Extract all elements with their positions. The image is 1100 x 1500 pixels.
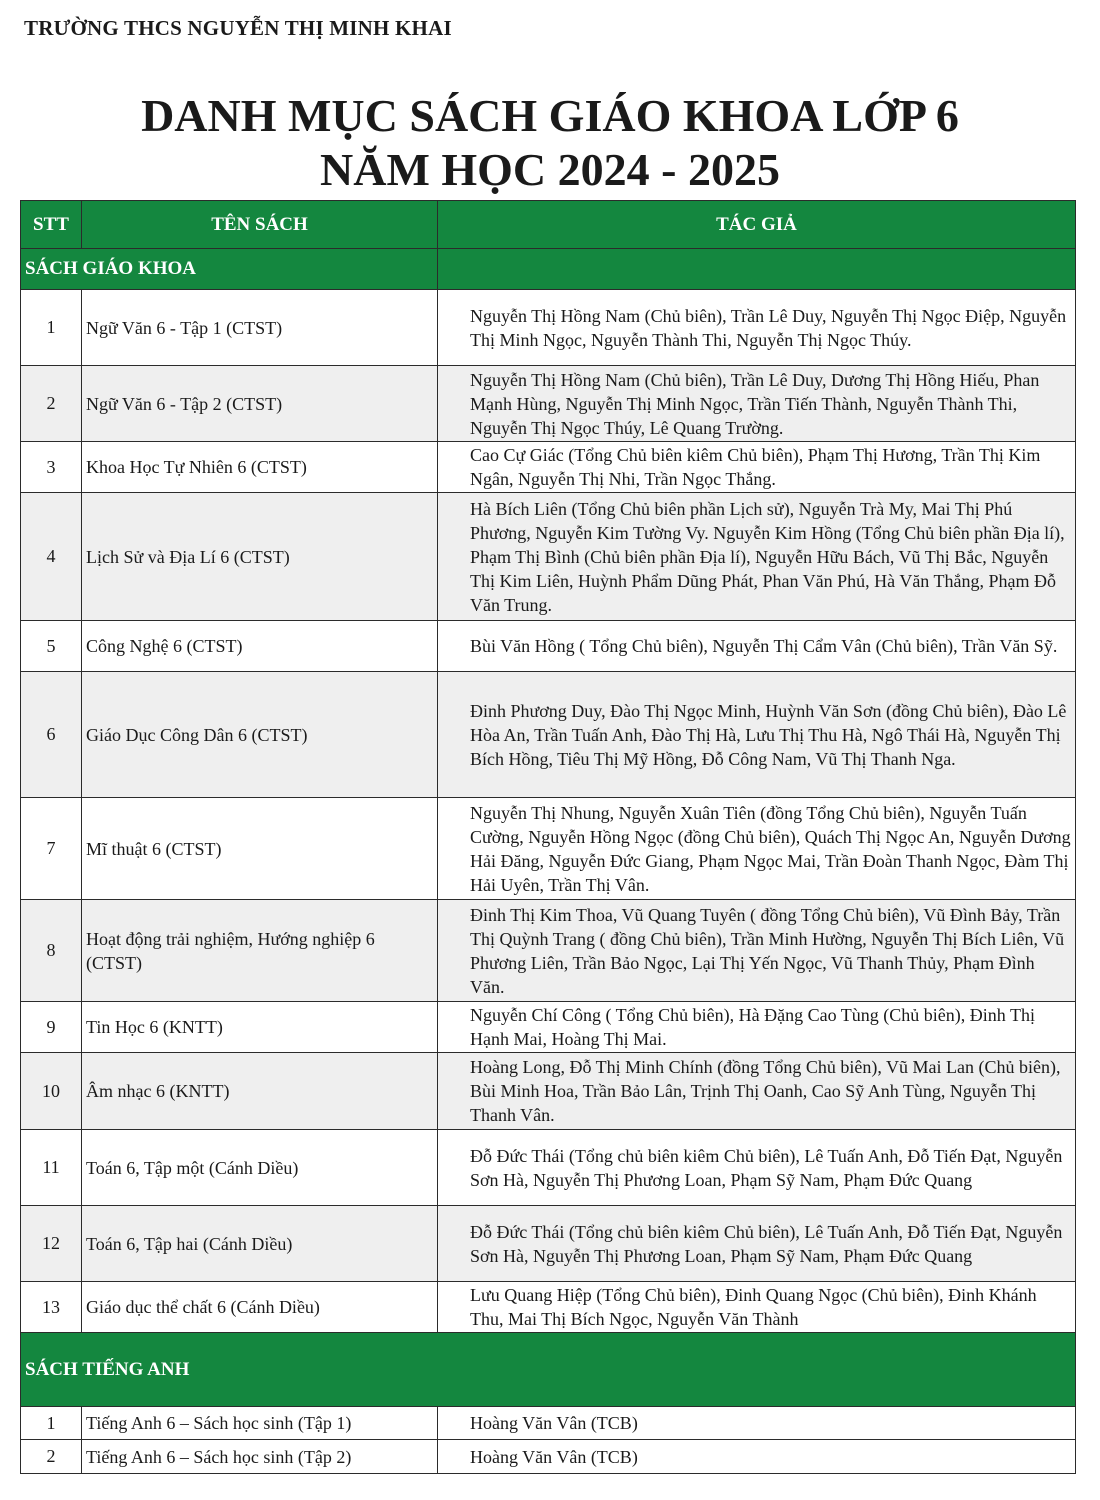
row-stt: 3 (21, 442, 82, 493)
row-stt: 11 (21, 1130, 82, 1206)
table-row (21, 621, 1076, 672)
table-row (21, 366, 1076, 442)
row-book-name: Toán 6, Tập hai (Cánh Diều) (82, 1206, 438, 1282)
row-stt: 2 (21, 1440, 82, 1474)
textbook-table (20, 200, 1076, 1474)
row-stt: 9 (21, 1002, 82, 1053)
row-authors: Đinh Thị Kim Thoa, Vũ Quang Tuyên ( đồng Tổng Chủ biên), Vũ Đình Bảy, Trần Thị Quỳnh Trang ( đồng Chủ biên), Trần Minh Hường, Nguyễn Thị Bích Liên, Vũ Phương Liên, Trần Bảo Ngọc, Lại Thị Yến Ngọc, Vũ Thanh Thủy, Phạm Đình Văn. (438, 900, 1076, 1002)
row-stt: 2 (21, 366, 82, 442)
row-authors: Nguyễn Thị Hồng Nam (Chủ biên), Trần Lê Duy, Dương Thị Hồng Hiếu, Phan Mạnh Hùng, Nguyễn Thị Minh Ngọc, Trần Tiến Thành, Nguyễn Thành Thi, Nguyễn Thị Ngọc Thúy, Lê Quang Trường. (438, 366, 1076, 442)
row-stt: 12 (21, 1206, 82, 1282)
row-book-name: Mĩ thuật 6 (CTST) (82, 798, 438, 900)
row-book-name: Tin Học 6 (KNTT) (82, 1002, 438, 1053)
table-row (21, 1282, 1076, 1333)
row-book-name: Âm nhạc 6 (KNTT) (82, 1053, 438, 1130)
row-book-name: Công Nghệ 6 (CTST) (82, 621, 438, 672)
row-stt: 8 (21, 900, 82, 1002)
table-row (21, 1130, 1076, 1206)
table-row (21, 1206, 1076, 1282)
page-title-line2: NĂM HỌC 2024 - 2025 (320, 144, 780, 195)
section-title-textbooks: SÁCH GIÁO KHOA (21, 249, 438, 290)
section-title-english: SÁCH TIẾNG ANH (21, 1333, 1076, 1407)
table-row (21, 442, 1076, 493)
column-header-stt: STT (21, 201, 82, 249)
row-authors: Cao Cự Giác (Tổng Chủ biên kiêm Chủ biên), Phạm Thị Hương, Trần Thị Kim Ngân, Nguyễn Thị Nhi, Trần Ngọc Thắng. (438, 442, 1076, 493)
column-header-authors: TÁC GIẢ (438, 201, 1076, 249)
row-authors: Bùi Văn Hồng ( Tổng Chủ biên), Nguyễn Thị Cẩm Vân (Chủ biên), Trần Văn Sỹ. (438, 621, 1076, 672)
row-authors: Nguyễn Thị Nhung, Nguyễn Xuân Tiên (đồng Tổng Chủ biên), Nguyễn Tuấn Cường, Nguyễn Hồng Ngọc (đồng Chủ biên), Quách Thị Ngọc An, Nguyễn Dương Hải Đăng, Nguyễn Đức Giang, Phạm Ngọc Mai, Trần Đoàn Thanh Ngọc, Đàm Thị Hải Uyên, Trần Thị Vân. (438, 798, 1076, 900)
row-stt: 4 (21, 493, 82, 621)
page-title-line1: DANH MỤC SÁCH GIÁO KHOA LỚP 6 (141, 90, 959, 141)
section-row-english (21, 1333, 1076, 1407)
row-book-name: Lịch Sử và Địa Lí 6 (CTST) (82, 493, 438, 621)
row-stt: 13 (21, 1282, 82, 1333)
table-header-row (21, 201, 1076, 249)
row-authors: Đỗ Đức Thái (Tổng chủ biên kiêm Chủ biên), Lê Tuấn Anh, Đỗ Tiến Đạt, Nguyễn Sơn Hà, Nguyễn Thị Phương Loan, Phạm Sỹ Nam, Phạm Đức Quang (438, 1206, 1076, 1282)
row-authors: Hà Bích Liên (Tổng Chủ biên phần Lịch sử), Nguyễn Trà My, Mai Thị Phú Phương, Nguyễn Kim Tường Vy. Nguyễn Kim Hồng (Tổng Chủ biên phần Địa lí), Phạm Thị Bình (Chủ biên phần Địa lí), Nguyễn Hữu Bách, Vũ Thị Bắc, Nguyễn Thị Kim Liên, Huỳnh Phẩm Dũng Phát, Phan Văn Phú, Hà Văn Thắng, Phạm Đỗ Văn Trung. (438, 493, 1076, 621)
row-authors: Lưu Quang Hiệp (Tổng Chủ biên), Đinh Quang Ngọc (Chủ biên), Đinh Khánh Thu, Mai Thị Bích Ngọc, Nguyễn Văn Thành (438, 1282, 1076, 1333)
row-authors: Hoàng Văn Vân (TCB) (438, 1407, 1076, 1440)
row-book-name: Hoạt động trải nghiệm, Hướng nghiệp 6 (CTST) (82, 900, 438, 1002)
table-row (21, 1053, 1076, 1130)
table-row (21, 1407, 1076, 1440)
table-row (21, 900, 1076, 1002)
table-row (21, 290, 1076, 366)
row-book-name: Ngữ Văn 6 - Tập 1 (CTST) (82, 290, 438, 366)
table-row (21, 672, 1076, 798)
section-empty-cell (438, 249, 1076, 290)
row-authors: Hoàng Văn Vân (TCB) (438, 1440, 1076, 1474)
school-name: TRƯỜNG THCS NGUYỄN THỊ MINH KHAI (24, 16, 452, 40)
table-row (21, 1440, 1076, 1474)
row-book-name: Giáo Dục Công Dân 6 (CTST) (82, 672, 438, 798)
row-stt: 1 (21, 1407, 82, 1440)
row-stt: 10 (21, 1053, 82, 1130)
row-book-name: Ngữ Văn 6 - Tập 2 (CTST) (82, 366, 438, 442)
row-book-name: Tiếng Anh 6 – Sách học sinh (Tập 2) (82, 1440, 438, 1474)
row-authors: Đinh Phương Duy, Đào Thị Ngọc Minh, Huỳnh Văn Sơn (đồng Chủ biên), Đào Lê Hòa An, Trần Tuấn Anh, Đào Thị Hà, Lưu Thị Thu Hà, Ngô Thái Hà, Nguyễn Thị Bích Hồng, Tiêu Thị Mỹ Hồng, Đỗ Công Nam, Vũ Thị Thanh Nga. (438, 672, 1076, 798)
row-authors: Nguyễn Thị Hồng Nam (Chủ biên), Trần Lê Duy, Nguyễn Thị Ngọc Điệp, Nguyễn Thị Minh Ngọc, Nguyễn Thành Thi, Nguyễn Thị Ngọc Thúy. (438, 290, 1076, 366)
table-row (21, 493, 1076, 621)
row-stt: 7 (21, 798, 82, 900)
row-authors: Nguyễn Chí Công ( Tổng Chủ biên), Hà Đặng Cao Tùng (Chủ biên), Đinh Thị Hạnh Mai, Hoàng Thị Mai. (438, 1002, 1076, 1053)
row-book-name: Giáo dục thể chất 6 (Cánh Diều) (82, 1282, 438, 1333)
row-authors: Hoàng Long, Đỗ Thị Minh Chính (đồng Tổng Chủ biên), Vũ Mai Lan (Chủ biên), Bùi Minh Hoa, Trần Bảo Lân, Trịnh Thị Oanh, Cao Sỹ Anh Tùng, Nguyễn Thị Thanh Vân. (438, 1053, 1076, 1130)
table-row (21, 798, 1076, 900)
row-authors: Đỗ Đức Thái (Tổng chủ biên kiêm Chủ biên), Lê Tuấn Anh, Đỗ Tiến Đạt, Nguyễn Sơn Hà, Nguyễn Thị Phương Loan, Phạm Sỹ Nam, Phạm Đức Quang (438, 1130, 1076, 1206)
table-row (21, 1002, 1076, 1053)
section-row-textbooks (21, 249, 1076, 290)
row-book-name: Toán 6, Tập một (Cánh Diều) (82, 1130, 438, 1206)
row-stt: 1 (21, 290, 82, 366)
row-book-name: Tiếng Anh 6 – Sách học sinh (Tập 1) (82, 1407, 438, 1440)
row-stt: 5 (21, 621, 82, 672)
row-stt: 6 (21, 672, 82, 798)
row-book-name: Khoa Học Tự Nhiên 6 (CTST) (82, 442, 438, 493)
column-header-book-name: TÊN SÁCH (82, 201, 438, 249)
